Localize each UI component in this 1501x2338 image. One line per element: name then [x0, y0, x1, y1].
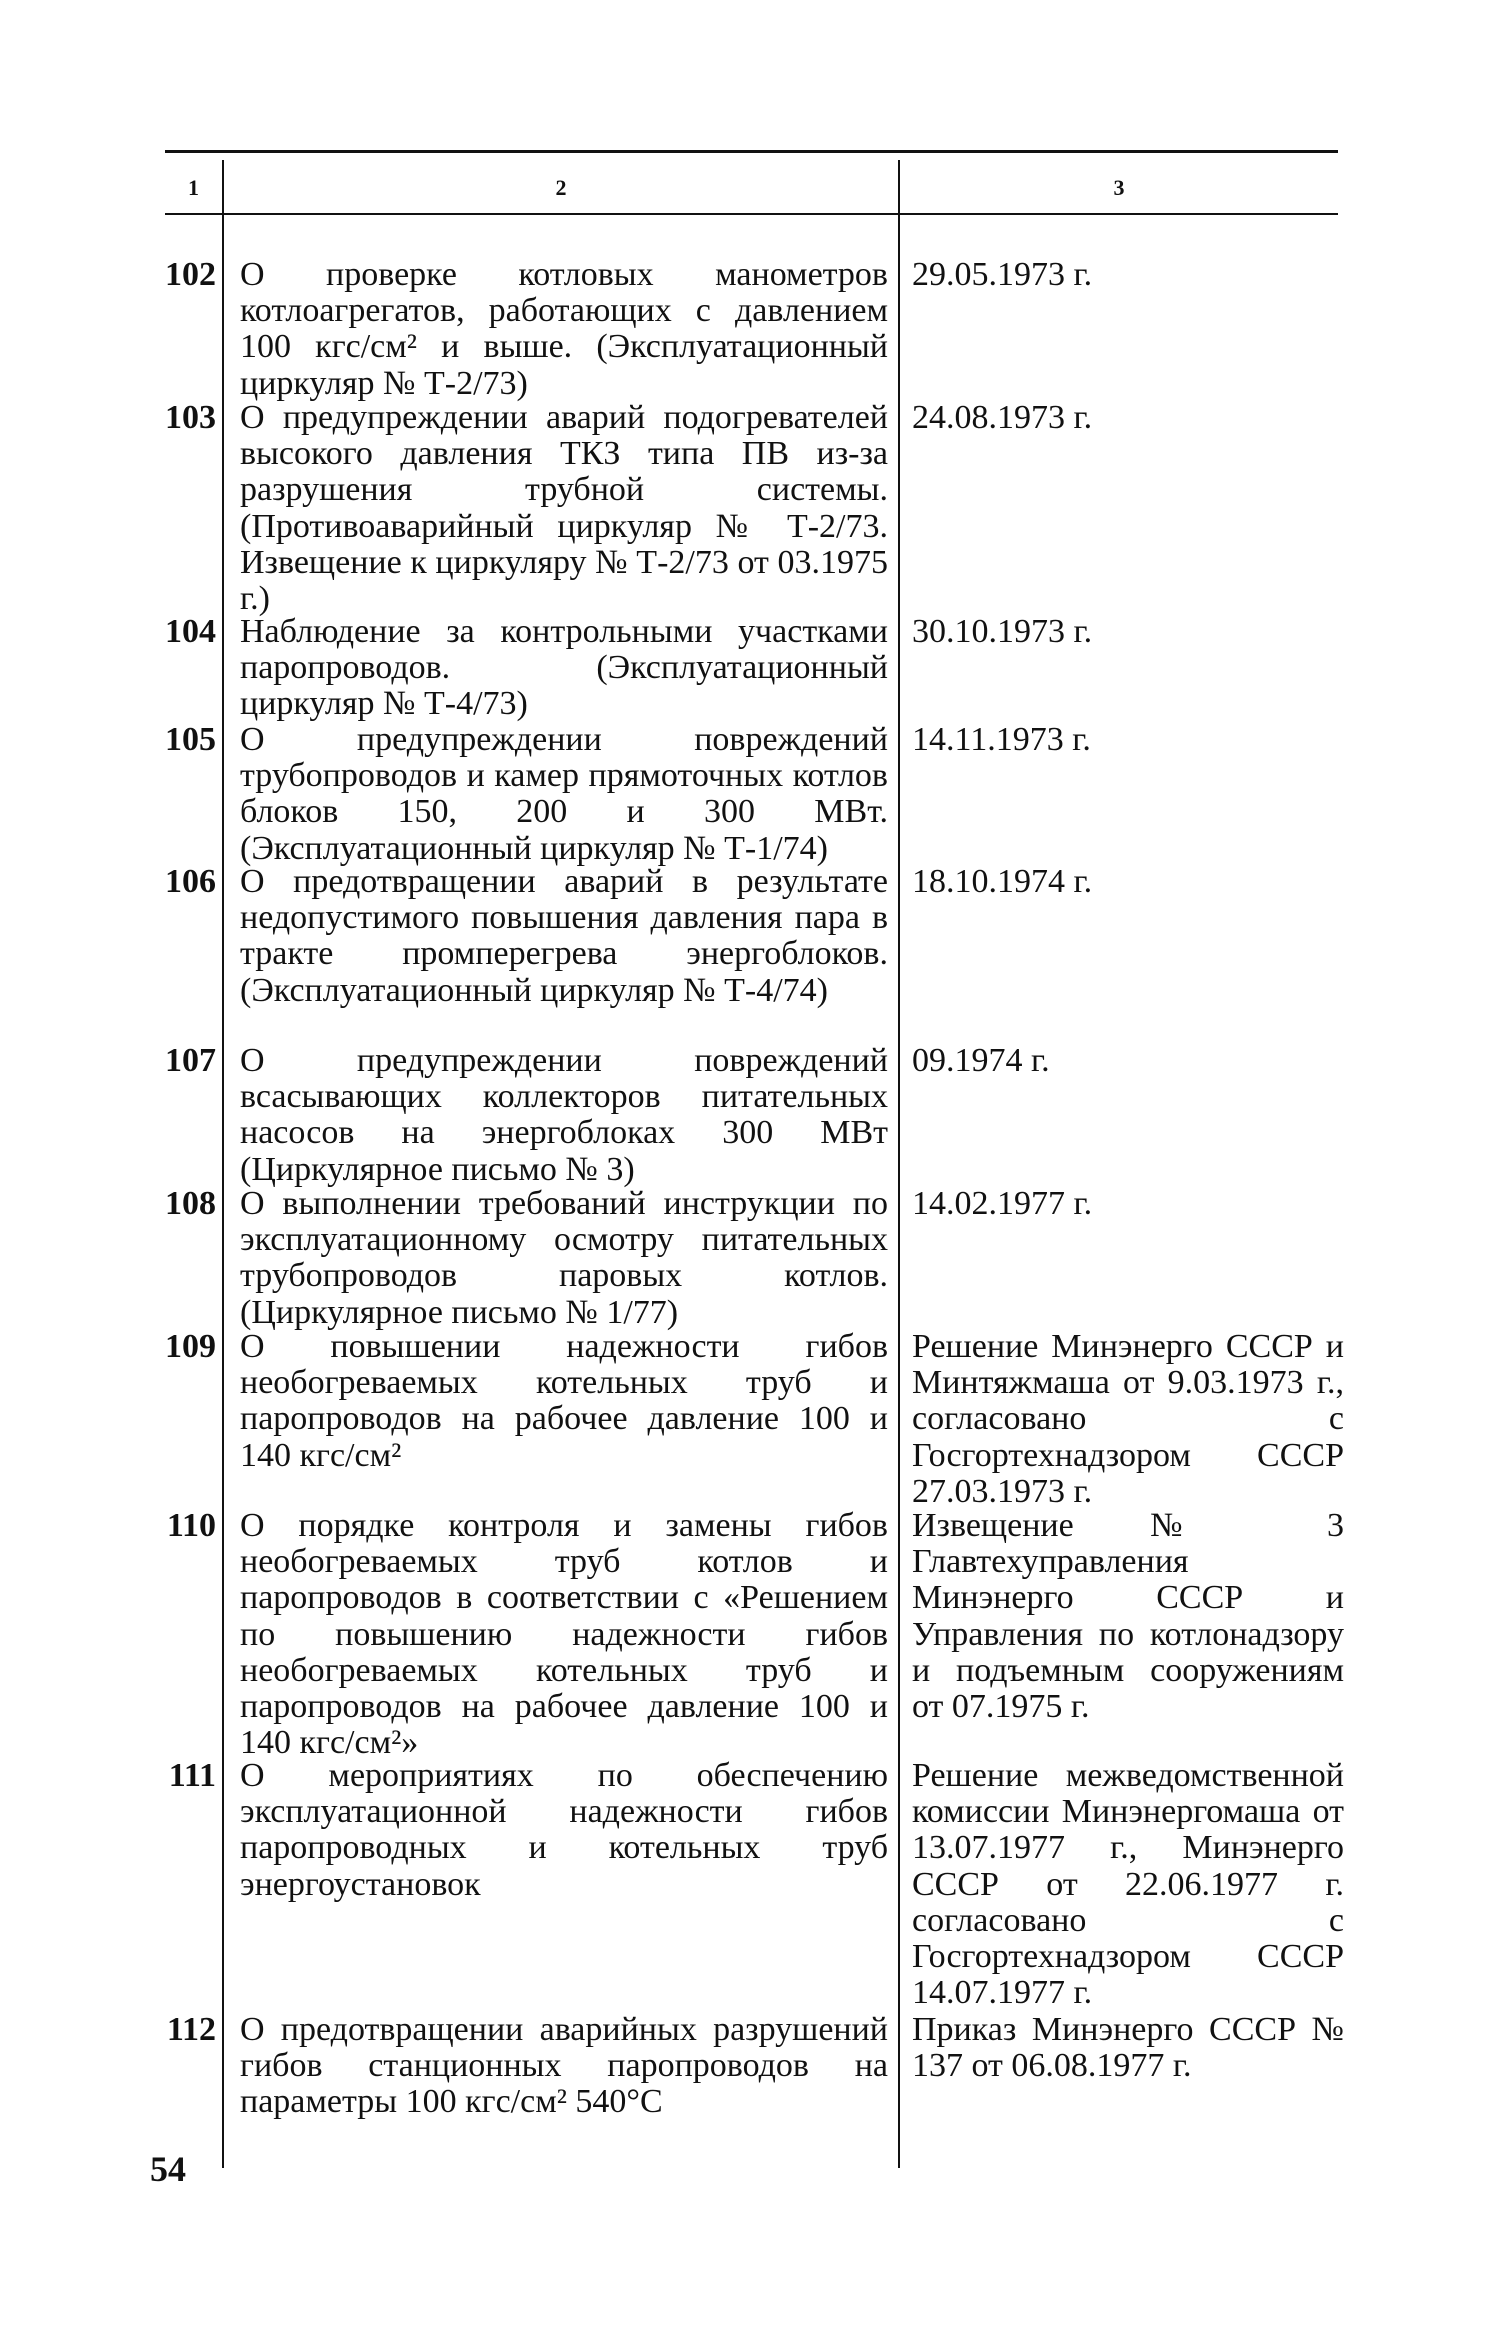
row-number: 109	[165, 1328, 216, 1365]
row-number: 108	[165, 1185, 216, 1222]
row-date: 30.10.1973 г.	[912, 613, 1093, 650]
row-number: 110	[166, 1507, 216, 1544]
row-description: О порядке контроля и замены гибов необогреваемых труб котлов и паропроводов в соответствии с «Решением по повышению надежности гибов необогреваемых котельных труб и паропроводов на рабочее давление 100 и 140 кгс/см²»	[240, 1507, 888, 1762]
row-number: 111	[168, 1757, 216, 1794]
row-description: О повышении надежности гибов необогреваемых котельных труб и паропроводов на рабочее давление 100 и 140 кгс/см²	[240, 1328, 888, 1474]
row-date: 24.08.1973 г.	[912, 399, 1093, 436]
row-date: 09.1974 г.	[912, 1042, 1050, 1079]
column-divider-2	[898, 160, 900, 2168]
row-date: Извещение № 3 Главтехуправления Минэнерго СССР и Управления по котлонадзору и подъемным сооружениям от 07.1975 г.	[912, 1507, 1344, 1726]
row-number: 102	[165, 256, 216, 293]
row-description: О предупреждении повреждений всасывающих коллекторов питательных насосов на энергоблоках 300 МВт (Циркулярное письмо № 3)	[240, 1042, 888, 1188]
row-number: 106	[165, 863, 216, 900]
column-divider-1	[222, 160, 224, 2168]
row-date: Решение межведомственной комиссии Минэнергомаша от 13.07.1977 г., Минэнерго СССР от 22.06.1977 г. согласовано с Госгортехнадзором СССР 14.07.1977 г.	[912, 1757, 1344, 2012]
row-description: О проверке котловых манометров котлоагрегатов, работающих с давлением 100 кгс/см² и выше. (Эксплуатационный циркуляр № Т-2/73)	[240, 256, 888, 402]
row-date: 14.02.1977 г.	[912, 1185, 1093, 1222]
row-date: 14.11.1973 г.	[912, 721, 1091, 758]
row-number: 103	[165, 399, 216, 436]
row-number: 105	[165, 721, 216, 758]
page-number: 54	[150, 2149, 186, 2189]
row-date: Решение Минэнерго СССР и Минтяжмаша от 9.03.1973 г., согласовано с Госгортехнадзором СССР 27.03.1973 г.	[912, 1328, 1344, 1510]
row-number: 107	[165, 1042, 216, 1079]
row-number: 112	[166, 2011, 216, 2048]
row-description: О предотвращении аварийных разрушений гибов станционных паропроводов на параметры 100 кгс/см² 540°С	[240, 2011, 888, 2121]
column-header-2: 2	[555, 175, 567, 200]
row-description: Наблюдение за контрольными участками паропроводов. (Эксплуатационный циркуляр № Т-4/73)	[240, 613, 888, 723]
row-description: О предотвращении аварий в результате недопустимого повышения давления пара в тракте промперегрева энергоблоков. (Эксплуатационный циркуляр № Т-4/74)	[240, 863, 888, 1009]
header-top-rule	[165, 150, 1338, 153]
row-description: О предупреждении повреждений трубопроводов и камер прямоточных котлов блоков 150, 200 и 300 МВт. (Эксплуатационный циркуляр № Т-1/74)	[240, 721, 888, 867]
row-description: О мероприятиях по обеспечению эксплуатационной надежности гибов паропроводных и котельных труб энергоустановок	[240, 1757, 888, 1903]
row-description: О выполнении требований инструкции по эксплуатационному осмотру питательных трубопроводов паровых котлов. (Циркулярное письмо № 1/77)	[240, 1185, 888, 1331]
row-description: О предупреждении аварий подогревателей высокого давления ТКЗ типа ПВ из-за разрушения трубной системы. (Противоаварийный циркуляр № Т-2/73. Извещение к циркуляру № Т-2/73 от 03.1975 г.)	[240, 399, 888, 618]
column-header-1: 1	[188, 175, 199, 200]
header-bottom-rule	[165, 213, 1338, 215]
row-date: 18.10.1974 г.	[912, 863, 1093, 900]
row-date: 29.05.1973 г.	[912, 256, 1093, 293]
row-date: Приказ Минэнерго СССР № 137 от 06.08.1977 г.	[912, 2011, 1344, 2085]
row-number: 104	[165, 613, 216, 650]
column-header-3: 3	[1113, 175, 1125, 200]
